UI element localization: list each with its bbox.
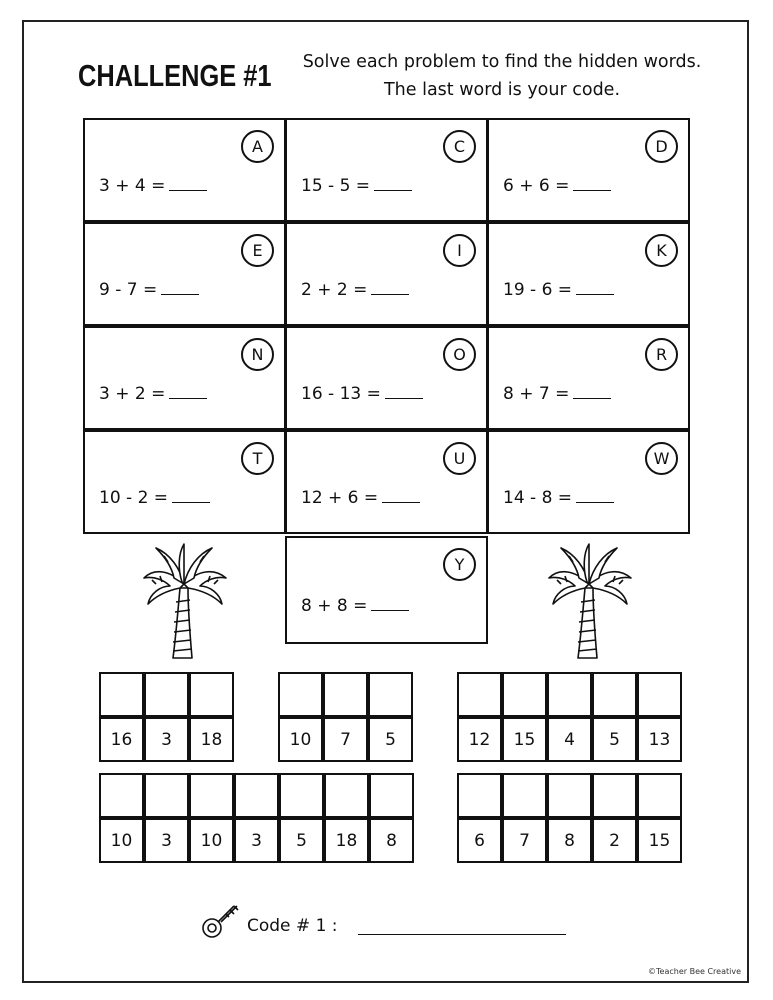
instruction-line-2: The last word is your code. bbox=[383, 80, 621, 100]
letter-box[interactable] bbox=[144, 773, 189, 818]
number-box: 3 bbox=[144, 717, 189, 762]
number-box: 18 bbox=[324, 818, 369, 863]
number-box: 8 bbox=[547, 818, 592, 863]
number-box: 10 bbox=[278, 717, 323, 762]
letter-box[interactable] bbox=[99, 773, 144, 818]
problem-cell-e bbox=[83, 222, 286, 326]
answer-blank[interactable] bbox=[576, 280, 614, 295]
problem-cell-k bbox=[487, 222, 690, 326]
number-box: 15 bbox=[502, 717, 547, 762]
letter-box[interactable] bbox=[278, 672, 323, 717]
letter-box[interactable] bbox=[547, 773, 592, 818]
answer-blank[interactable] bbox=[172, 488, 210, 503]
number-box: 15 bbox=[637, 818, 682, 863]
number-box: 5 bbox=[279, 818, 324, 863]
letter-box[interactable] bbox=[637, 773, 682, 818]
letter-circle: W bbox=[645, 442, 678, 475]
problem-text: 19 - 6 = bbox=[503, 280, 573, 300]
number-box: 16 bbox=[99, 717, 144, 762]
problem-text: 6 + 6 = bbox=[503, 176, 570, 196]
letter-circle: C bbox=[443, 130, 476, 163]
number-box: 10 bbox=[99, 818, 144, 863]
number-box: 6 bbox=[457, 818, 502, 863]
letter-circle: O bbox=[443, 338, 476, 371]
problem-cell-w bbox=[487, 430, 690, 534]
number-box: 10 bbox=[189, 818, 234, 863]
number-box: 13 bbox=[637, 717, 682, 762]
copyright-credit: ©Teacher Bee Creative bbox=[648, 967, 741, 976]
letter-circle: D bbox=[645, 130, 678, 163]
letter-circle: A bbox=[241, 130, 274, 163]
number-box: 18 bbox=[189, 717, 234, 762]
answer-blank[interactable] bbox=[385, 384, 423, 399]
problem-text: 2 + 2 = bbox=[301, 280, 368, 300]
letter-box[interactable] bbox=[279, 773, 324, 818]
number-box: 8 bbox=[369, 818, 414, 863]
problem-cell-i bbox=[285, 222, 488, 326]
answer-blank[interactable] bbox=[169, 384, 207, 399]
problem-cell-y bbox=[285, 536, 488, 644]
letter-box[interactable] bbox=[323, 672, 368, 717]
answer-blank[interactable] bbox=[573, 176, 611, 191]
problem-text: 16 - 13 = bbox=[301, 384, 381, 404]
letter-circle: U bbox=[443, 442, 476, 475]
letter-circle: K bbox=[645, 234, 678, 267]
letter-box[interactable] bbox=[547, 672, 592, 717]
letter-circle: T bbox=[241, 442, 274, 475]
letter-box[interactable] bbox=[502, 672, 547, 717]
number-box: 3 bbox=[234, 818, 279, 863]
instruction-line-1: Solve each problem to find the hidden words. bbox=[302, 52, 702, 72]
answer-blank[interactable] bbox=[169, 176, 207, 191]
letter-box[interactable] bbox=[144, 672, 189, 717]
palm-tree-icon bbox=[140, 540, 230, 662]
problem-text: 3 + 4 = bbox=[99, 176, 166, 196]
problem-text: 9 - 7 = bbox=[99, 280, 158, 300]
number-box: 3 bbox=[144, 818, 189, 863]
problem-cell-t bbox=[83, 430, 286, 534]
answer-blank[interactable] bbox=[573, 384, 611, 399]
problem-text: 14 - 8 = bbox=[503, 488, 573, 508]
letter-box[interactable] bbox=[457, 773, 502, 818]
answer-blank[interactable] bbox=[371, 280, 409, 295]
letter-box[interactable] bbox=[189, 672, 234, 717]
letter-circle: R bbox=[645, 338, 678, 371]
letter-box[interactable] bbox=[457, 672, 502, 717]
number-box: 5 bbox=[592, 717, 637, 762]
number-box: 12 bbox=[457, 717, 502, 762]
code-label: Code # 1 : bbox=[247, 916, 338, 936]
letter-box[interactable] bbox=[368, 672, 413, 717]
number-box: 2 bbox=[592, 818, 637, 863]
problem-text: 12 + 6 = bbox=[301, 488, 379, 508]
code-answer-line[interactable] bbox=[358, 934, 566, 935]
problem-text: 8 + 7 = bbox=[503, 384, 570, 404]
answer-blank[interactable] bbox=[576, 488, 614, 503]
number-box: 7 bbox=[502, 818, 547, 863]
problem-cell-n bbox=[83, 326, 286, 430]
problem-cell-a bbox=[83, 118, 286, 222]
number-box: 5 bbox=[368, 717, 413, 762]
number-box: 4 bbox=[547, 717, 592, 762]
answer-blank[interactable] bbox=[374, 176, 412, 191]
letter-circle: I bbox=[443, 234, 476, 267]
problem-text: 8 + 8 = bbox=[301, 596, 368, 616]
answer-blank[interactable] bbox=[382, 488, 420, 503]
letter-box[interactable] bbox=[502, 773, 547, 818]
letter-circle: N bbox=[241, 338, 274, 371]
letter-box[interactable] bbox=[234, 773, 279, 818]
problem-cell-d bbox=[487, 118, 690, 222]
number-box: 7 bbox=[323, 717, 368, 762]
worksheet-title: CHALLENGE #1 bbox=[78, 58, 272, 93]
answer-blank[interactable] bbox=[161, 280, 199, 295]
letter-circle: E bbox=[241, 234, 274, 267]
problem-cell-c bbox=[285, 118, 488, 222]
key-icon bbox=[200, 898, 244, 940]
letter-box[interactable] bbox=[189, 773, 234, 818]
letter-box[interactable] bbox=[324, 773, 369, 818]
letter-box[interactable] bbox=[592, 672, 637, 717]
problem-cell-r bbox=[487, 326, 690, 430]
palm-tree-icon bbox=[545, 540, 635, 662]
letter-box[interactable] bbox=[637, 672, 682, 717]
problem-text: 10 - 2 = bbox=[99, 488, 169, 508]
answer-blank[interactable] bbox=[371, 596, 409, 611]
letter-box[interactable] bbox=[99, 672, 144, 717]
letter-circle: Y bbox=[443, 548, 476, 581]
letter-box[interactable] bbox=[592, 773, 637, 818]
problem-cell-o bbox=[285, 326, 488, 430]
letter-box[interactable] bbox=[369, 773, 414, 818]
problem-text: 3 + 2 = bbox=[99, 384, 166, 404]
problem-text: 15 - 5 = bbox=[301, 176, 371, 196]
problem-cell-u bbox=[285, 430, 488, 534]
